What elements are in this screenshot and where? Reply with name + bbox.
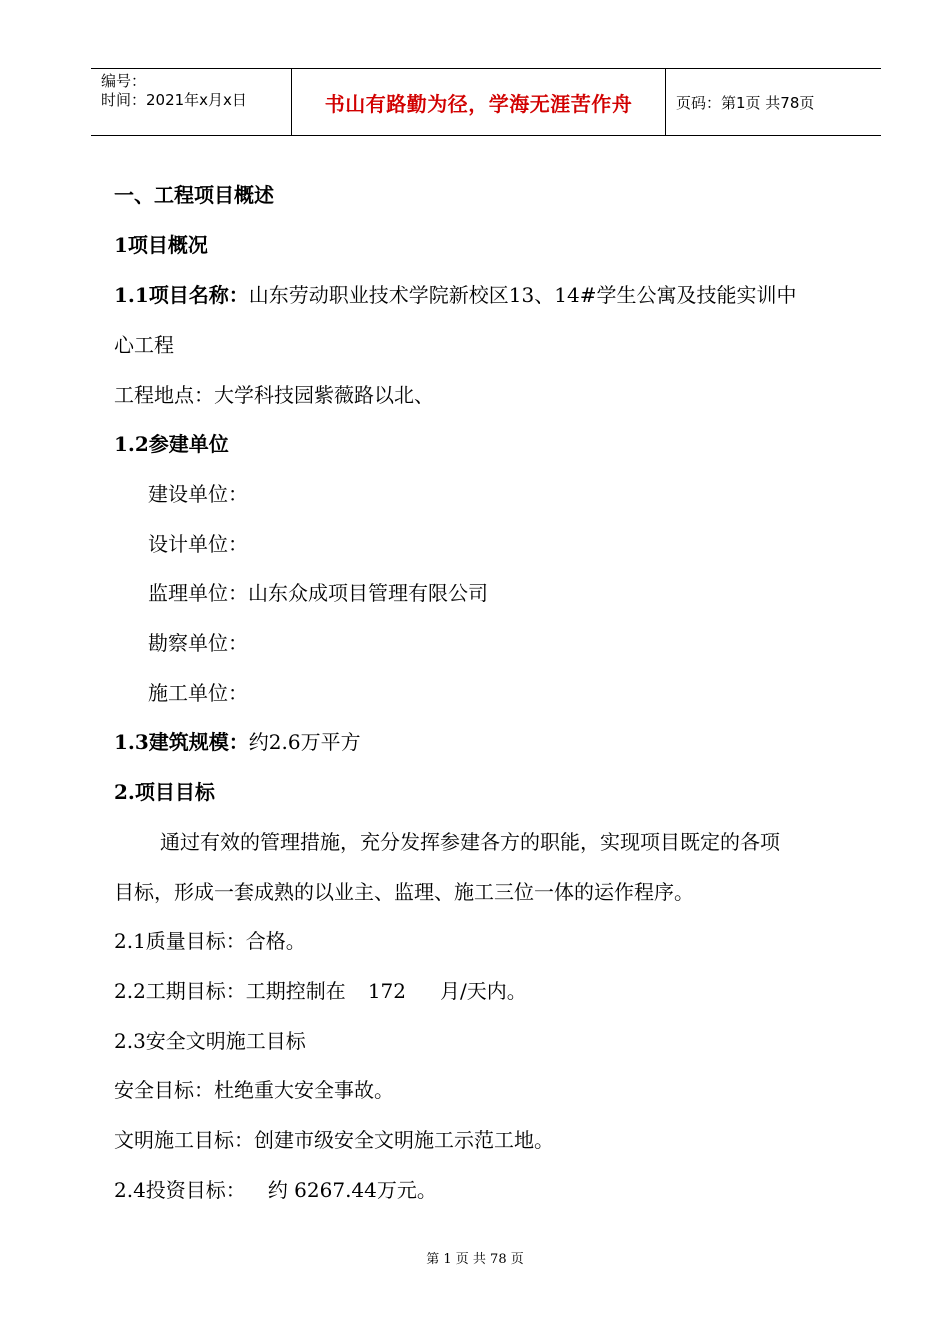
safety-civil-heading: 2.3安全文明施工目标 <box>114 1029 306 1053</box>
goals-paragraph-line-1: 通过有效的管理措施，充分发挥参建各方的职能，实现项目既定的各项 <box>160 830 780 854</box>
unit-survey: 勘察单位： <box>148 631 248 655</box>
safety-goal: 安全目标：杜绝重大安全事故。 <box>114 1078 394 1102</box>
unit-supervision: 监理单位：山东众成项目管理有限公司 <box>148 581 488 605</box>
participating-units-title: 1.2参建单位 <box>114 432 229 456</box>
project-location: 工程地点：大学科技园紫薇路以北、 <box>114 383 434 407</box>
building-scale-line <box>114 728 361 756</box>
investment-goal-prefix: 2.4投资目标： <box>114 1178 246 1202</box>
project-name-continuation: 心工程 <box>114 333 174 357</box>
document-code-label: 编号： <box>101 72 147 90</box>
schedule-goal <box>114 977 527 1005</box>
header-page-number: 页码：第1页 共78页 <box>676 94 815 112</box>
schedule-goal-prefix: 2.2工期目标：工期控制在 <box>114 979 346 1003</box>
project-name-value: 山东劳动职业技术学院新校区13、14#学生公寓及技能实训中 <box>248 283 797 307</box>
page-header <box>91 68 881 136</box>
quality-goal: 2.1质量目标：合格。 <box>114 929 306 953</box>
unit-construction-owner: 建设单位： <box>148 482 248 506</box>
subsection-overview-title: 1项目概况 <box>114 233 208 257</box>
project-goals-title: 2.项目目标 <box>114 780 215 804</box>
project-name-label: 1.1项目名称： <box>114 283 249 307</box>
investment-goal-value: 约 6267.44万元。 <box>267 1178 437 1202</box>
header-motto: 书山有路勤为径，学海无涯苦作舟 <box>292 69 666 136</box>
building-scale-label: 1.3建筑规模： <box>114 730 249 754</box>
goals-paragraph-line-2: 目标，形成一套成熟的以业主、监理、施工三位一体的运作程序。 <box>114 880 694 904</box>
civil-construction-goal: 文明施工目标：创建市级安全文明施工示范工地。 <box>114 1128 554 1152</box>
page-footer: 第 1 页 共 78 页 <box>426 1252 524 1267</box>
unit-contractor: 施工单位： <box>148 681 248 705</box>
schedule-goal-value: 172 <box>367 979 406 1003</box>
project-name-line <box>114 281 796 309</box>
investment-goal <box>114 1176 437 1204</box>
building-scale-value: 约2.6万平方 <box>248 730 361 754</box>
schedule-goal-suffix: 月/天内。 <box>440 979 527 1003</box>
unit-design: 设计单位： <box>148 532 248 556</box>
document-time-label: 时间：2021年x月x日 <box>101 91 247 109</box>
header-meta <box>91 69 292 136</box>
section-title: 一、工程项目概述 <box>114 183 274 207</box>
